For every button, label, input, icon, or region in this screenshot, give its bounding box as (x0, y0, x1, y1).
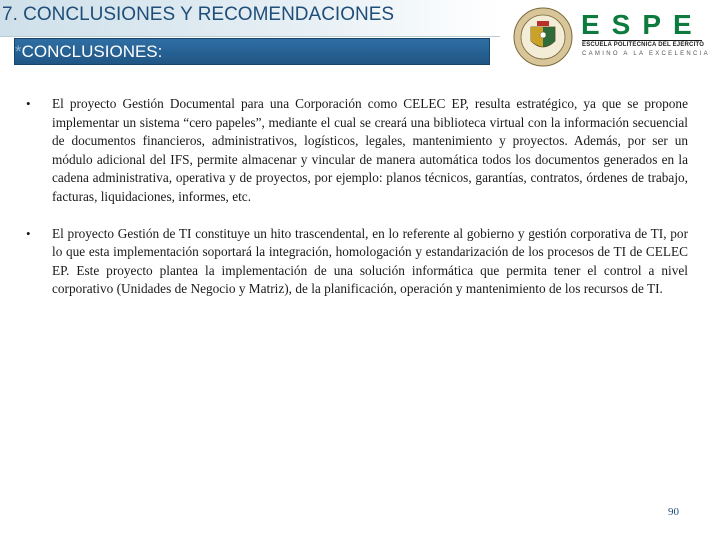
bullet-icon: • (26, 96, 31, 111)
university-seal-icon (513, 7, 573, 67)
subtitle-label: CONCLUSIONES: (21, 42, 163, 61)
logo-wordmark: ESPE (581, 9, 704, 40)
page-number: 90 (668, 506, 679, 518)
logo-institution-name: ESCUELA POLITÉCNICA DEL EJÉRCITO (582, 42, 705, 48)
logo-divider (582, 40, 702, 41)
slide-title: 7. CONCLUSIONES Y RECOMENDACIONES (2, 4, 395, 25)
list-item (26, 225, 688, 299)
logo-motto: CAMINO A LA EXCELENCIA (582, 51, 710, 57)
title-band (0, 0, 500, 37)
section-subtitle (15, 42, 162, 62)
conclusion-text-document-management: El proyecto Gestión Documental para una Corporación como CELEC EP, resulta estratégico, ya que se propone implementar un sistema “cero papeles”, mediante el cual se creará una biblioteca virtual con la información secuencial de documentos financieros, administrativos, logísticos, legales, mantenimiento y proyectos. Además, por ser un módulo adicional del IFS, permite almacenar y vincular de manera automática todos los documentos generados en la cadena administrativa, operativa y de proyectos, por ejemplo: planos técnicos, garantías, contratos, órdenes de trabajo, facturas, liquidaciones, informes, etc. (52, 96, 688, 204)
list-item (26, 95, 688, 207)
subtitle-bar (14, 38, 490, 65)
espe-logo (505, 4, 716, 74)
subtitle-star: * (15, 42, 22, 61)
bullet-icon: • (26, 225, 31, 241)
conclusion-text-it-management: El proyecto Gestión de TI constituye un hito trascendental, en lo referente al gobierno y gestión corporativa de TI, por lo que esta implementación soportará la integración, homologación y estandarización de los procesos de TI de CELEC EP. Este proyecto plantea la implementación de una solución informática que permita tener el control a nivel corporativo (Unidades de Negocio y Matriz), de la planificación, operación y mantenimiento de los recursos de TI. (52, 225, 688, 297)
conclusions-list (26, 95, 688, 317)
